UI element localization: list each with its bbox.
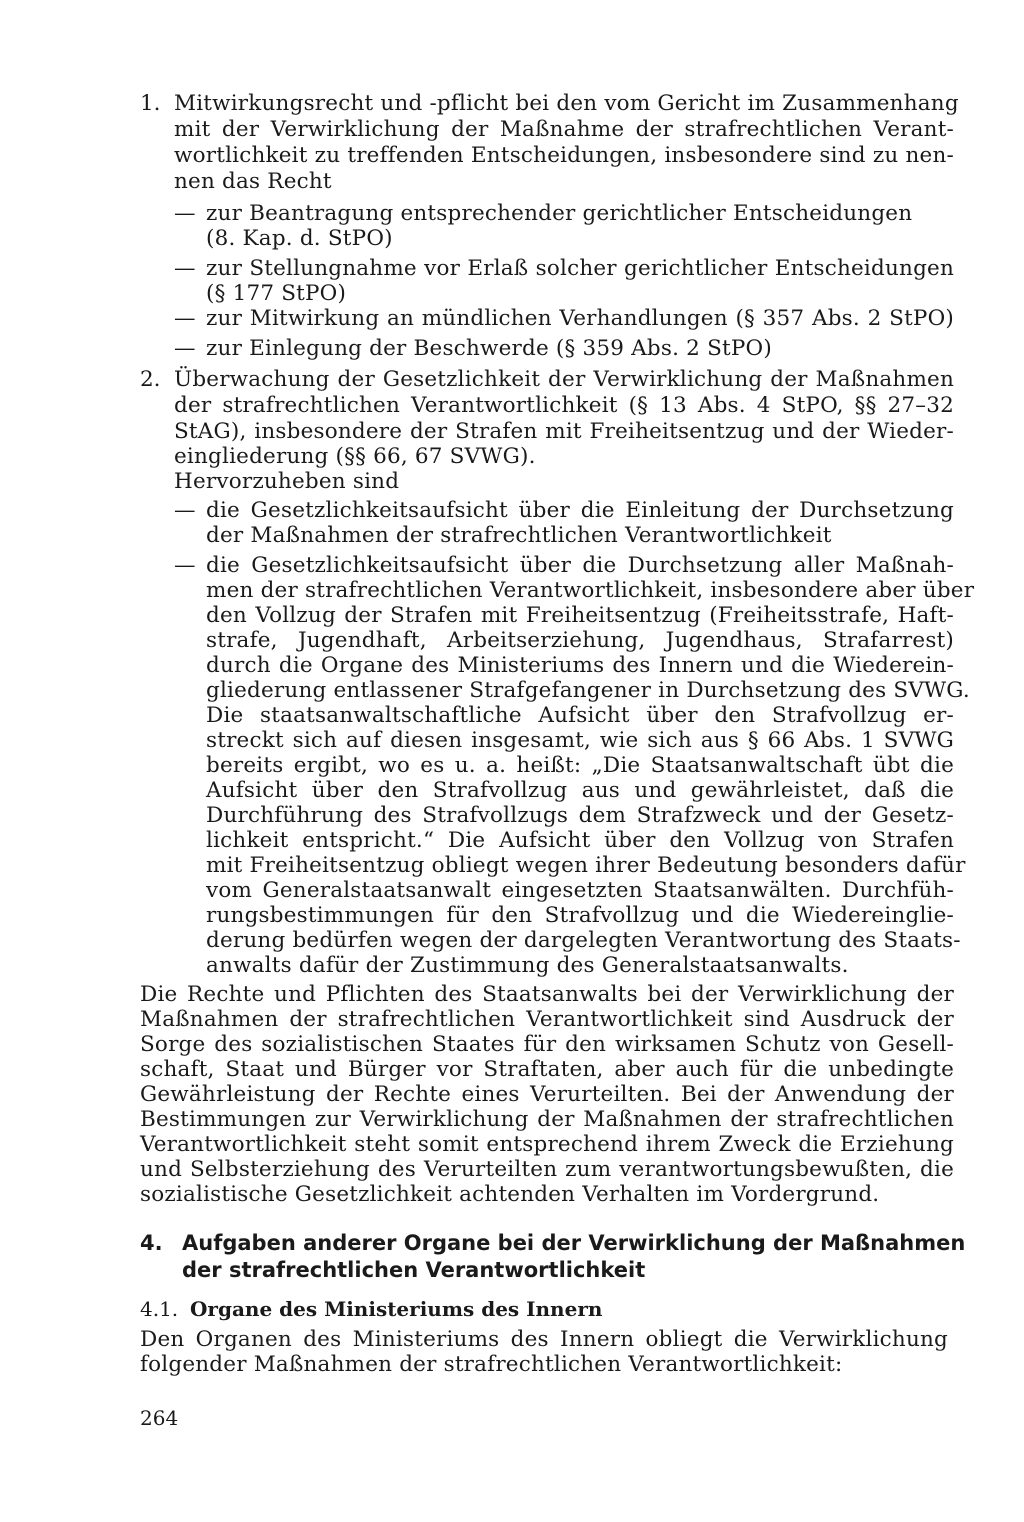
paragraph-line: Die Rechte und Pflichten des Staatsanwalts bei der Verwirklichung der bbox=[140, 982, 954, 1007]
paragraph-line: und Selbsterziehung des Verurteilten zum verantwortungsbewußten, die bbox=[140, 1157, 954, 1182]
section-4-number: 4. bbox=[140, 1231, 163, 1255]
section-4-1-title: Organe des Ministeriums des Innern bbox=[190, 1297, 603, 1321]
dash-marker: — bbox=[174, 553, 196, 578]
item-1-dash-line: (8. Kap. d. StPO) bbox=[206, 226, 393, 251]
paragraph-line: Maßnahmen der strafrechtlichen Verantwortlichkeit sind Ausdruck der bbox=[140, 1007, 954, 1032]
item-2-line: eingliederung (§§ 66, 67 SVWG). bbox=[174, 444, 536, 469]
item-2-number: 2. bbox=[140, 367, 161, 392]
item-2-dash-line: Die staatsanwaltschaftliche Aufsicht über den Strafvollzug er- bbox=[206, 703, 954, 728]
paragraph-line: schaft, Staat und Bürger vor Straftaten, aber auch für die unbedingte bbox=[140, 1057, 954, 1082]
item-1-line: Mitwirkungsrecht und -pflicht bei den vom Gericht im Zusammenhang bbox=[174, 91, 959, 116]
item-1-dash-line: zur Mitwirkung an mündlichen Verhandlungen (§ 357 Abs. 2 StPO) bbox=[206, 306, 954, 331]
item-2-dash-line: men der strafrechtlichen Verantwortlichkeit, insbesondere aber über bbox=[206, 578, 975, 603]
dash-marker: — bbox=[174, 201, 196, 226]
item-2-dash-line: rungsbestimmungen für den Strafvollzug und die Wiedereinglie- bbox=[206, 903, 954, 928]
paragraph-line: Sorge des sozialistischen Staates für den wirksamen Schutz von Gesell- bbox=[140, 1032, 954, 1057]
item-2-dash-line: Aufsicht über den Strafvollzug aus und gewährleistet, daß die bbox=[206, 778, 954, 803]
dash-marker: — bbox=[174, 256, 196, 281]
item-1-line: wortlichkeit zu treffenden Entscheidungen, insbesondere sind zu nen- bbox=[174, 143, 954, 168]
item-2-dash-line: gliederung entlassener Strafgefangener in Durchsetzung des SVWG. bbox=[206, 678, 970, 703]
item-2-dash-line: mit Freiheitsentzug obliegt wegen ihrer Bedeutung besonders dafür bbox=[206, 853, 966, 878]
paragraph-line: Bestimmungen zur Verwirklichung der Maßnahmen der strafrechtlichen bbox=[140, 1107, 954, 1132]
item-2-dash-line: den Vollzug der Strafen mit Freiheitsentzug (Freiheitsstrafe, Haft- bbox=[206, 603, 954, 628]
item-2-dash-line: der Maßnahmen der strafrechtlichen Verantwortlichkeit bbox=[206, 523, 832, 548]
item-2-dash-line: die Gesetzlichkeitsaufsicht über die Einleitung der Durchsetzung bbox=[206, 498, 954, 523]
item-2-dash-line: vom Generalstaatsanwalt eingesetzten Staatsanwälten. Durchfüh- bbox=[206, 878, 954, 903]
item-1-dash-line: zur Stellungnahme vor Erlaß solcher gerichtlicher Entscheidungen bbox=[206, 256, 954, 281]
item-1-dash-line: (§ 177 StPO) bbox=[206, 281, 347, 306]
item-1-dash-line: zur Beantragung entsprechender gerichtlicher Entscheidungen bbox=[206, 201, 913, 226]
dash-marker: — bbox=[174, 306, 196, 331]
paragraph-line: sozialistische Gesetzlichkeit achtenden Verhalten im Vordergrund. bbox=[140, 1182, 880, 1207]
item-2-dash-line: Durchführung des Strafvollzugs dem Strafzweck und der Gesetz- bbox=[206, 803, 954, 828]
dash-marker: — bbox=[174, 498, 196, 523]
item-2-dash-line: streckt sich auf diesen insgesamt, wie sich aus § 66 Abs. 1 SVWG bbox=[206, 728, 954, 753]
item-2-line: Überwachung der Gesetzlichkeit der Verwirklichung der Maßnahmen bbox=[174, 367, 954, 392]
item-2-dash-line: derung bedürfen wegen der dargelegten Verantwortung des Staats- bbox=[206, 928, 961, 953]
item-2-dash-line: bereits ergibt, wo es u. a. heißt: „Die Staatsanwaltschaft übt die bbox=[206, 753, 954, 778]
item-2-line: StAG), insbesondere der Strafen mit Freiheitsentzug und der Wieder- bbox=[174, 419, 954, 444]
section-4-1-line: Den Organen des Ministeriums des Innern obliegt die Verwirklichung bbox=[140, 1327, 948, 1352]
item-1-dash-line: zur Einlegung der Beschwerde (§ 359 Abs. 2 StPO) bbox=[206, 336, 772, 361]
item-2-line: Hervorzuheben sind bbox=[174, 469, 400, 494]
item-1-number: 1. bbox=[140, 91, 161, 116]
item-1-line: mit der Verwirklichung der Maßnahme der strafrechtlichen Verant- bbox=[174, 117, 954, 142]
item-1-line: nen das Recht bbox=[174, 169, 332, 194]
item-2-dash-line: lichkeit entspricht.“ Die Aufsicht über den Vollzug von Strafen bbox=[206, 828, 954, 853]
item-2-dash-line: strafe, Jugendhaft, Arbeitserziehung, Jugendhaus, Strafarrest) bbox=[206, 628, 954, 653]
item-2-dash-line: anwalts dafür der Zustimmung des Generalstaatsanwalts. bbox=[206, 953, 849, 978]
paragraph-line: Gewährleistung der Rechte eines Verurteilten. Bei der Anwendung der bbox=[140, 1082, 954, 1107]
page-number: 264 bbox=[140, 1406, 179, 1430]
section-4-heading: Aufgaben anderer Organe bei der Verwirklichung der Maßnahmen bbox=[182, 1231, 966, 1255]
item-2-line: der strafrechtlichen Verantwortlichkeit (§ 13 Abs. 4 StPO, §§ 27–32 bbox=[174, 393, 954, 418]
item-2-dash-line: durch die Organe des Ministeriums des Innern und die Wiederein- bbox=[206, 653, 954, 678]
paragraph-line: Verantwortlichkeit steht somit entsprechend ihrem Zweck die Erziehung bbox=[140, 1132, 954, 1157]
dash-marker: — bbox=[174, 336, 196, 361]
item-2-dash-line: die Gesetzlichkeitsaufsicht über die Durchsetzung aller Maßnah- bbox=[206, 553, 954, 578]
section-4-heading: der strafrechtlichen Verantwortlichkeit bbox=[182, 1258, 646, 1282]
section-4-1-number: 4.1. bbox=[140, 1297, 179, 1321]
section-4-1-line: folgender Maßnahmen der strafrechtlichen Verantwortlichkeit: bbox=[140, 1352, 843, 1377]
